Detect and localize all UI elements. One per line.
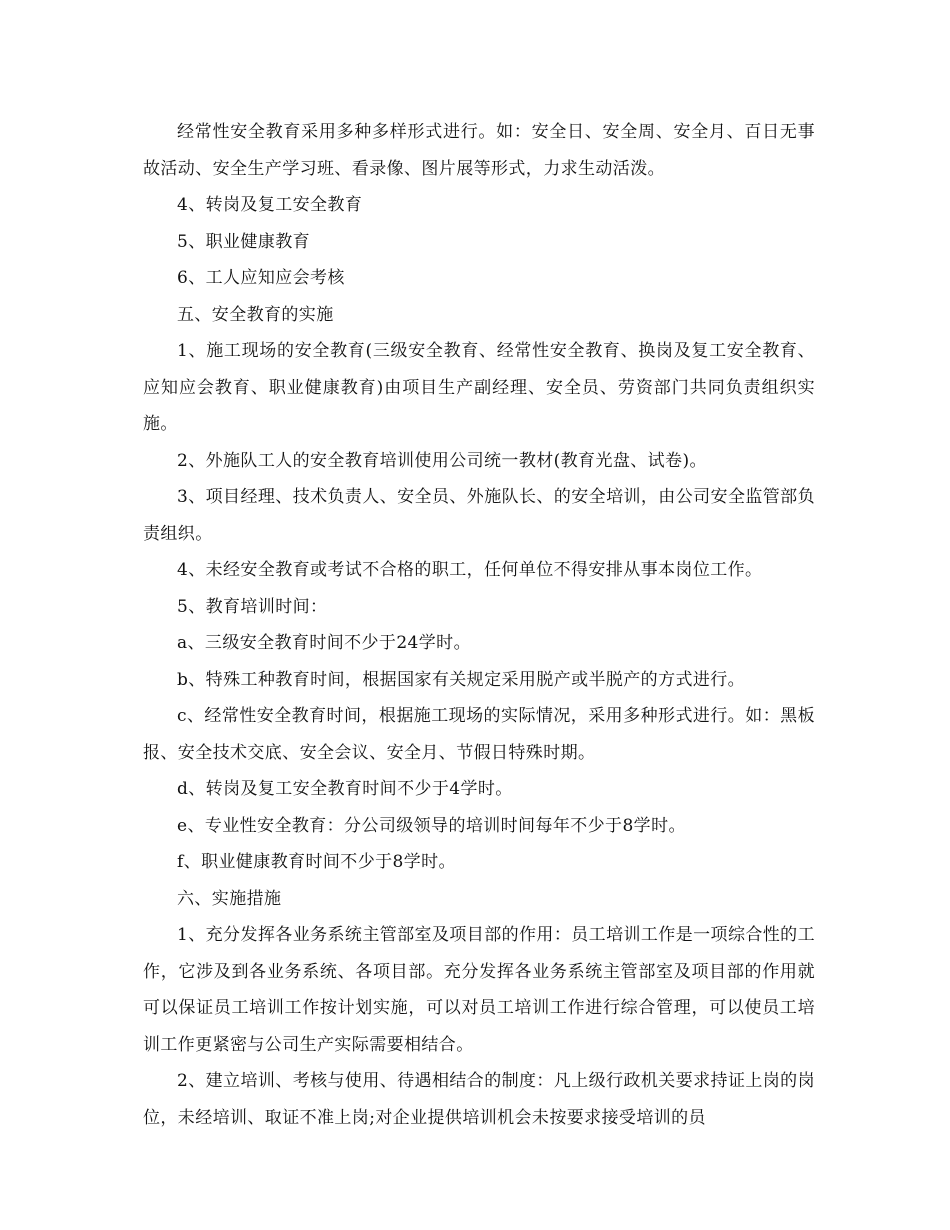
document-body bbox=[143, 114, 815, 1136]
section-heading-5-implementation: 五、安全教育的实施 bbox=[177, 304, 334, 325]
paragraph-training-time-d: d、转岗及复工安全教育时间不少于4学时。 bbox=[177, 779, 513, 799]
paragraph-implementation-4: 4、未经安全教育或考试不合格的职工，任何单位不得安排从事本岗位工作。 bbox=[177, 560, 763, 580]
section-heading-6-measures: 六、实施措施 bbox=[177, 888, 282, 909]
paragraph-training-time-f: f、职业健康教育时间不少于8学时。 bbox=[177, 852, 456, 872]
paragraph-training-time-e: e、专业性安全教育：分公司级领导的培训时间每年不少于8学时。 bbox=[177, 815, 686, 836]
paragraph-measure-1: 1、充分发挥各业务系统主管部室及项目部的作用：员工培训工作是一项综合性的工作，它涉及到各业务系统、各项目部。充分发挥各业务系统主管部室及项目部的作用就可以保证员工培训工作按计划实施，可以对员工培训工作进行综合管理，可以使员工培训工作更紧密与公司生产实际需要相结合。 bbox=[143, 925, 815, 1055]
paragraph-training-time-b: b、特殊工种教育时间，根据国家有关规定采用脱产或半脱产的方式进行。 bbox=[177, 669, 746, 690]
paragraph-item-4-transfer-education: 4、转岗及复工安全教育 bbox=[177, 195, 363, 215]
paragraph-item-5-health-education: 5、职业健康教育 bbox=[177, 231, 311, 252]
paragraph-implementation-3: 3、项目经理、技术负责人、安全员、外施队长、的安全培训，由公司安全监管部负责组织。 bbox=[143, 487, 815, 544]
paragraph-measure-2: 2、建立培训、考核与使用、待遇相结合的制度：凡上级行政机关要求持证上岗的岗位，未经培训、取证不准上岗;对企业提供培训机会未按要求接受培训的员 bbox=[143, 1071, 815, 1128]
paragraph-training-time-a: a、三级安全教育时间不少于24学时。 bbox=[177, 633, 471, 653]
paragraph-item-6-worker-assessment: 6、工人应知应会考核 bbox=[177, 268, 345, 288]
paragraph-implementation-1: 1、施工现场的安全教育(三级安全教育、经常性安全教育、换岗及复工安全教育、应知应会教育、职业健康教育)由项目生产副经理、安全员、劳资部门共同负责组织实施。 bbox=[143, 341, 815, 434]
paragraph-regular-education-forms: 经常性安全教育采用多种多样形式进行。如：安全日、安全周、安全月、百日无事故活动、安全生产学习班、看录像、图片展等形式，力求生动活泼。 bbox=[143, 122, 815, 179]
paragraph-training-time-c: c、经常性安全教育时间，根据施工现场的实际情况，采用多种形式进行。如：黑板报、安全技术交底、安全会议、安全月、节假日特殊时期。 bbox=[143, 706, 815, 763]
paragraph-implementation-2: 2、外施队工人的安全教育培训使用公司统一教材(教育光盘、试卷)。 bbox=[177, 450, 707, 471]
paragraph-implementation-5-training-time: 5、教育培训时间： bbox=[177, 596, 328, 617]
